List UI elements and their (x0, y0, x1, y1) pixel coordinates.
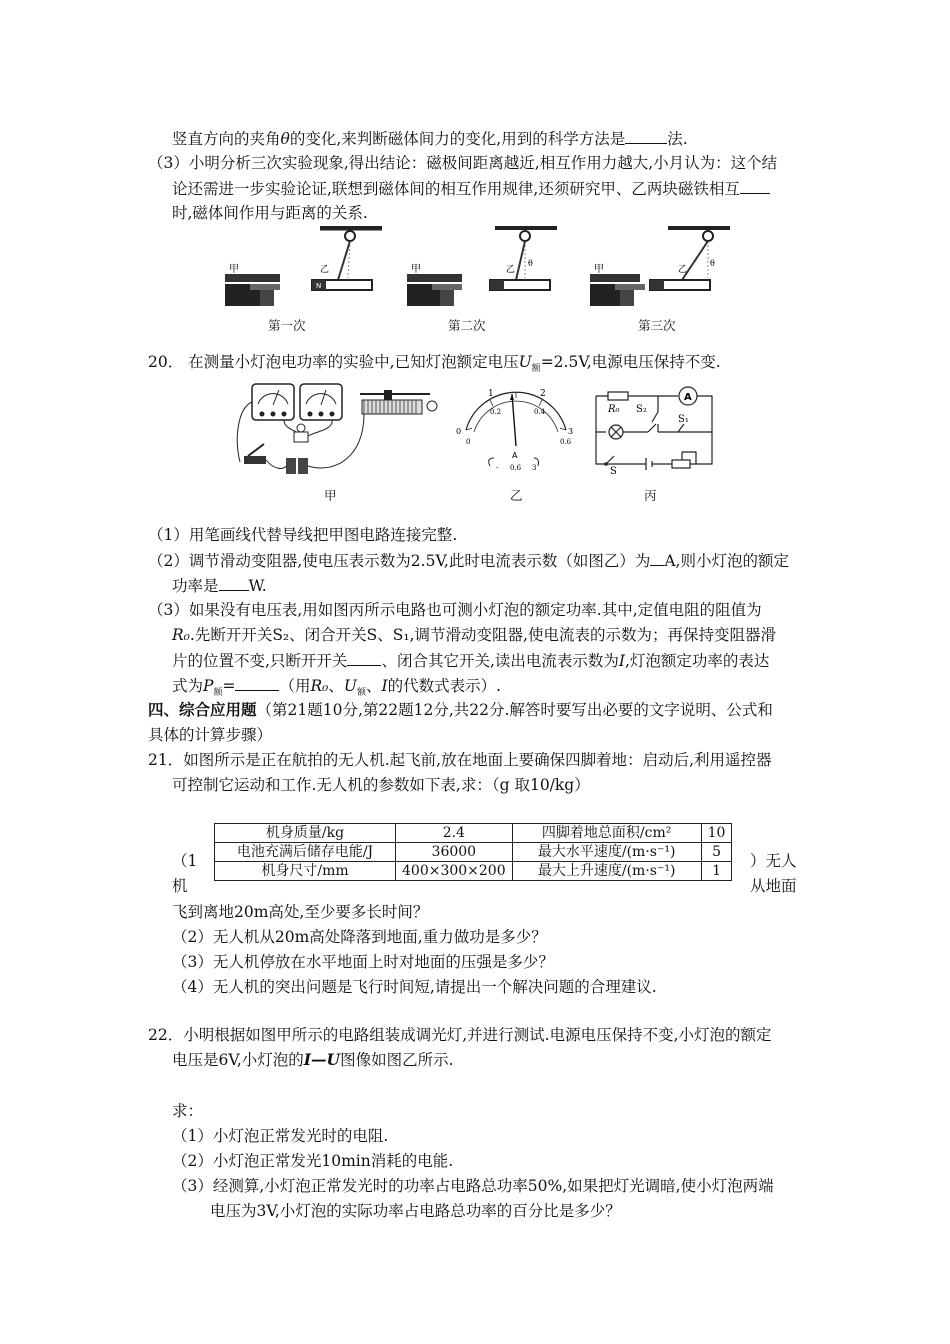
ammeter (300, 384, 342, 420)
table-row: 电池充满后储存电能/J 36000 最大水平速度/(m·s⁻¹) 5 (215, 843, 732, 862)
section-4-heading: 四、综合应用题（第21题10分,第22题12分,共22分.解答时要写出必要的文字说明、公式和 (148, 700, 773, 719)
q22-p3-line2: 电压为3V,小灯泡的实际功率占电路总功率的百分比是多少？ (210, 1202, 621, 1220)
q20-p2-line1: （2）调节滑动变阻器,使电压表示数为2.5V,此时电流表示数（如图乙）为 A,则小灯泡的额定 (148, 549, 789, 572)
q21-p3: （3）无人机停放在水平地面上时对地面的压强是多少？ (172, 953, 554, 971)
svg-text:0.4: 0.4 (534, 408, 546, 416)
voltmeter (252, 384, 294, 420)
svg-text:0.2: 0.2 (490, 408, 502, 416)
svg-text:3: 3 (568, 427, 574, 436)
q20-p3-line3: 片的位置不变,只断开开关 、闭合其它开关,读出电流表示数为I,灯泡额定功率的表达 (172, 649, 769, 672)
svg-text:1: 1 (488, 389, 494, 399)
figure-caption: 甲 (324, 488, 337, 503)
svg-text:A: A (684, 392, 692, 403)
q21-p2: （2）无人机从20m高处降落到地面,重力做功是多少？ (172, 928, 547, 946)
q21-wrap-left: （1 (172, 852, 198, 870)
magnet-setup-3 (590, 226, 730, 306)
svg-text:甲: 甲 (229, 264, 239, 275)
svg-text:N: N (316, 282, 322, 290)
svg-text:0.6: 0.6 (560, 438, 572, 446)
svg-text:甲: 甲 (594, 264, 604, 275)
table-row: 机身尺寸/mm 400×300×200 最大上升速度/(m·s⁻¹) 1 (215, 862, 732, 881)
q20-p3-line4: 式为$P_额=$ （用R₀、$U_额$、I的代数式表示）. (172, 674, 501, 704)
table-row: 机身质量/kg 2.4 四脚着地总面积/cm² 10 (215, 824, 732, 843)
svg-text:乙: 乙 (678, 265, 688, 275)
q21-wrap-right-2: 从地面 (750, 877, 797, 895)
q22-p3-line1: （3）经测算,小灯泡正常发光时的功率占电路总功率50%,如果把灯光调暗,使小灯泡两端 (172, 1177, 774, 1195)
svg-text:S₂: S₂ (636, 404, 647, 415)
answer-blank[interactable] (235, 674, 279, 691)
q20-p2-line2: 功率是 W. (172, 574, 267, 597)
magnet-experiment-figure (220, 222, 740, 314)
svg-text:0: 0 (456, 427, 462, 436)
svg-text:2: 2 (540, 389, 546, 399)
answer-blank[interactable] (740, 177, 770, 194)
figure-caption: 丙 (644, 488, 657, 503)
magnet-setup-1 (225, 226, 382, 306)
figure-caption: 乙 (510, 488, 523, 503)
bulb (294, 424, 308, 442)
q21-line2: 可控制它运动和工作.无人机的参数如下表,求：（g 取10/kg） (172, 776, 590, 794)
svg-text:A: A (512, 451, 518, 460)
svg-text:0.6: 0.6 (510, 464, 522, 472)
svg-text:R₀: R₀ (608, 404, 620, 415)
drone-params-table (214, 823, 732, 881)
q21-wrap-left-2: 机 (172, 877, 188, 895)
q22-p2: （2）小灯泡正常发光10min消耗的电能. (172, 1152, 454, 1170)
q19-p3-line3: 时,磁体间作用与距离的关系. (172, 204, 368, 222)
svg-text:S₁: S₁ (678, 414, 689, 425)
svg-text:S: S (610, 466, 617, 474)
q21-line-after: 飞到离地20m高处,至少要多长时间？ (172, 903, 429, 921)
svg-text:乙: 乙 (320, 265, 330, 275)
q20-p1: （1）用笔画线代替导线把甲图电路连接完整. (148, 526, 458, 544)
q19-p3-line2: 论还需进一步实验论证,联想到磁体间的相互作用规律,还须研究甲、乙两块磁铁相互 (172, 177, 770, 200)
q22-line1: 22．小明根据如图甲所示的电路组装成调光灯,并进行测试.电源电压保持不变,小灯泡的额定 (148, 1026, 772, 1044)
q21-line1: 21．如图所示是正在航拍的无人机.起飞前,放在地面上要确保四脚着地：启动后,利用遥控器 (148, 751, 772, 769)
q19-line1: 竖直方向的夹角θ的变化,来判断磁体间力的变化,用到的科学方法是 法. (172, 127, 688, 150)
q21-p4: （4）无人机的突出问题是飞行时间短,请提出一个解决问题的合理建议. (172, 978, 657, 996)
q22-p1: （1）小灯泡正常发光时的电阻. (172, 1127, 389, 1145)
magnet-setup-2 (407, 226, 557, 306)
svg-text:-: - (496, 464, 499, 472)
q22-line2: 电压是6V,小灯泡的I—U图像如图乙所示. (172, 1050, 454, 1069)
svg-text:θ: θ (528, 259, 533, 268)
battery (286, 458, 308, 474)
rheostat (360, 390, 437, 414)
circuit-diagram-figure (586, 382, 718, 474)
answer-blank[interactable] (650, 549, 664, 566)
answer-blank[interactable] (625, 127, 667, 144)
svg-text:3: 3 (532, 464, 537, 472)
q19-p3-line1: （3）小明分析三次实验现象,得出结论：磁极间距离越近,相互作用力越大,小月认为：这个结 (148, 154, 778, 172)
svg-text:θ: θ (710, 259, 715, 268)
figure-caption: 第三次 (638, 318, 676, 333)
circuit-apparatus-figure (234, 378, 440, 478)
switch (244, 444, 266, 464)
ammeter-dial-figure (452, 384, 580, 476)
answer-blank[interactable] (219, 574, 249, 591)
q20-intro: 20． 在测量小灯泡电功率的实验中,已知灯泡额定电压$U_额=2.5V$,电源电压保持不变. (148, 353, 721, 375)
q20-p3-line1: （3）如果没有电压表,用如图丙所示电路也可测小灯泡的额定功率.其中,定值电阻的阻值为 (148, 601, 762, 619)
q21-wrap-right: ）无人 (750, 852, 797, 870)
svg-text:0: 0 (466, 438, 471, 446)
q20-p3-line2: R₀.先断开开关S₂、闭合开关S、S₁,调节滑动变阻器,使电流表的示数为；再保持变阻器滑 (172, 626, 776, 644)
figure-caption: 第二次 (448, 318, 486, 333)
svg-text:乙: 乙 (506, 265, 516, 275)
svg-text:甲: 甲 (411, 264, 421, 275)
figure-caption: 第一次 (268, 318, 306, 333)
section-4-desc: 具体的计算步骤） (148, 726, 273, 744)
q22-ask: 求： (172, 1102, 204, 1120)
answer-blank[interactable] (347, 649, 381, 666)
